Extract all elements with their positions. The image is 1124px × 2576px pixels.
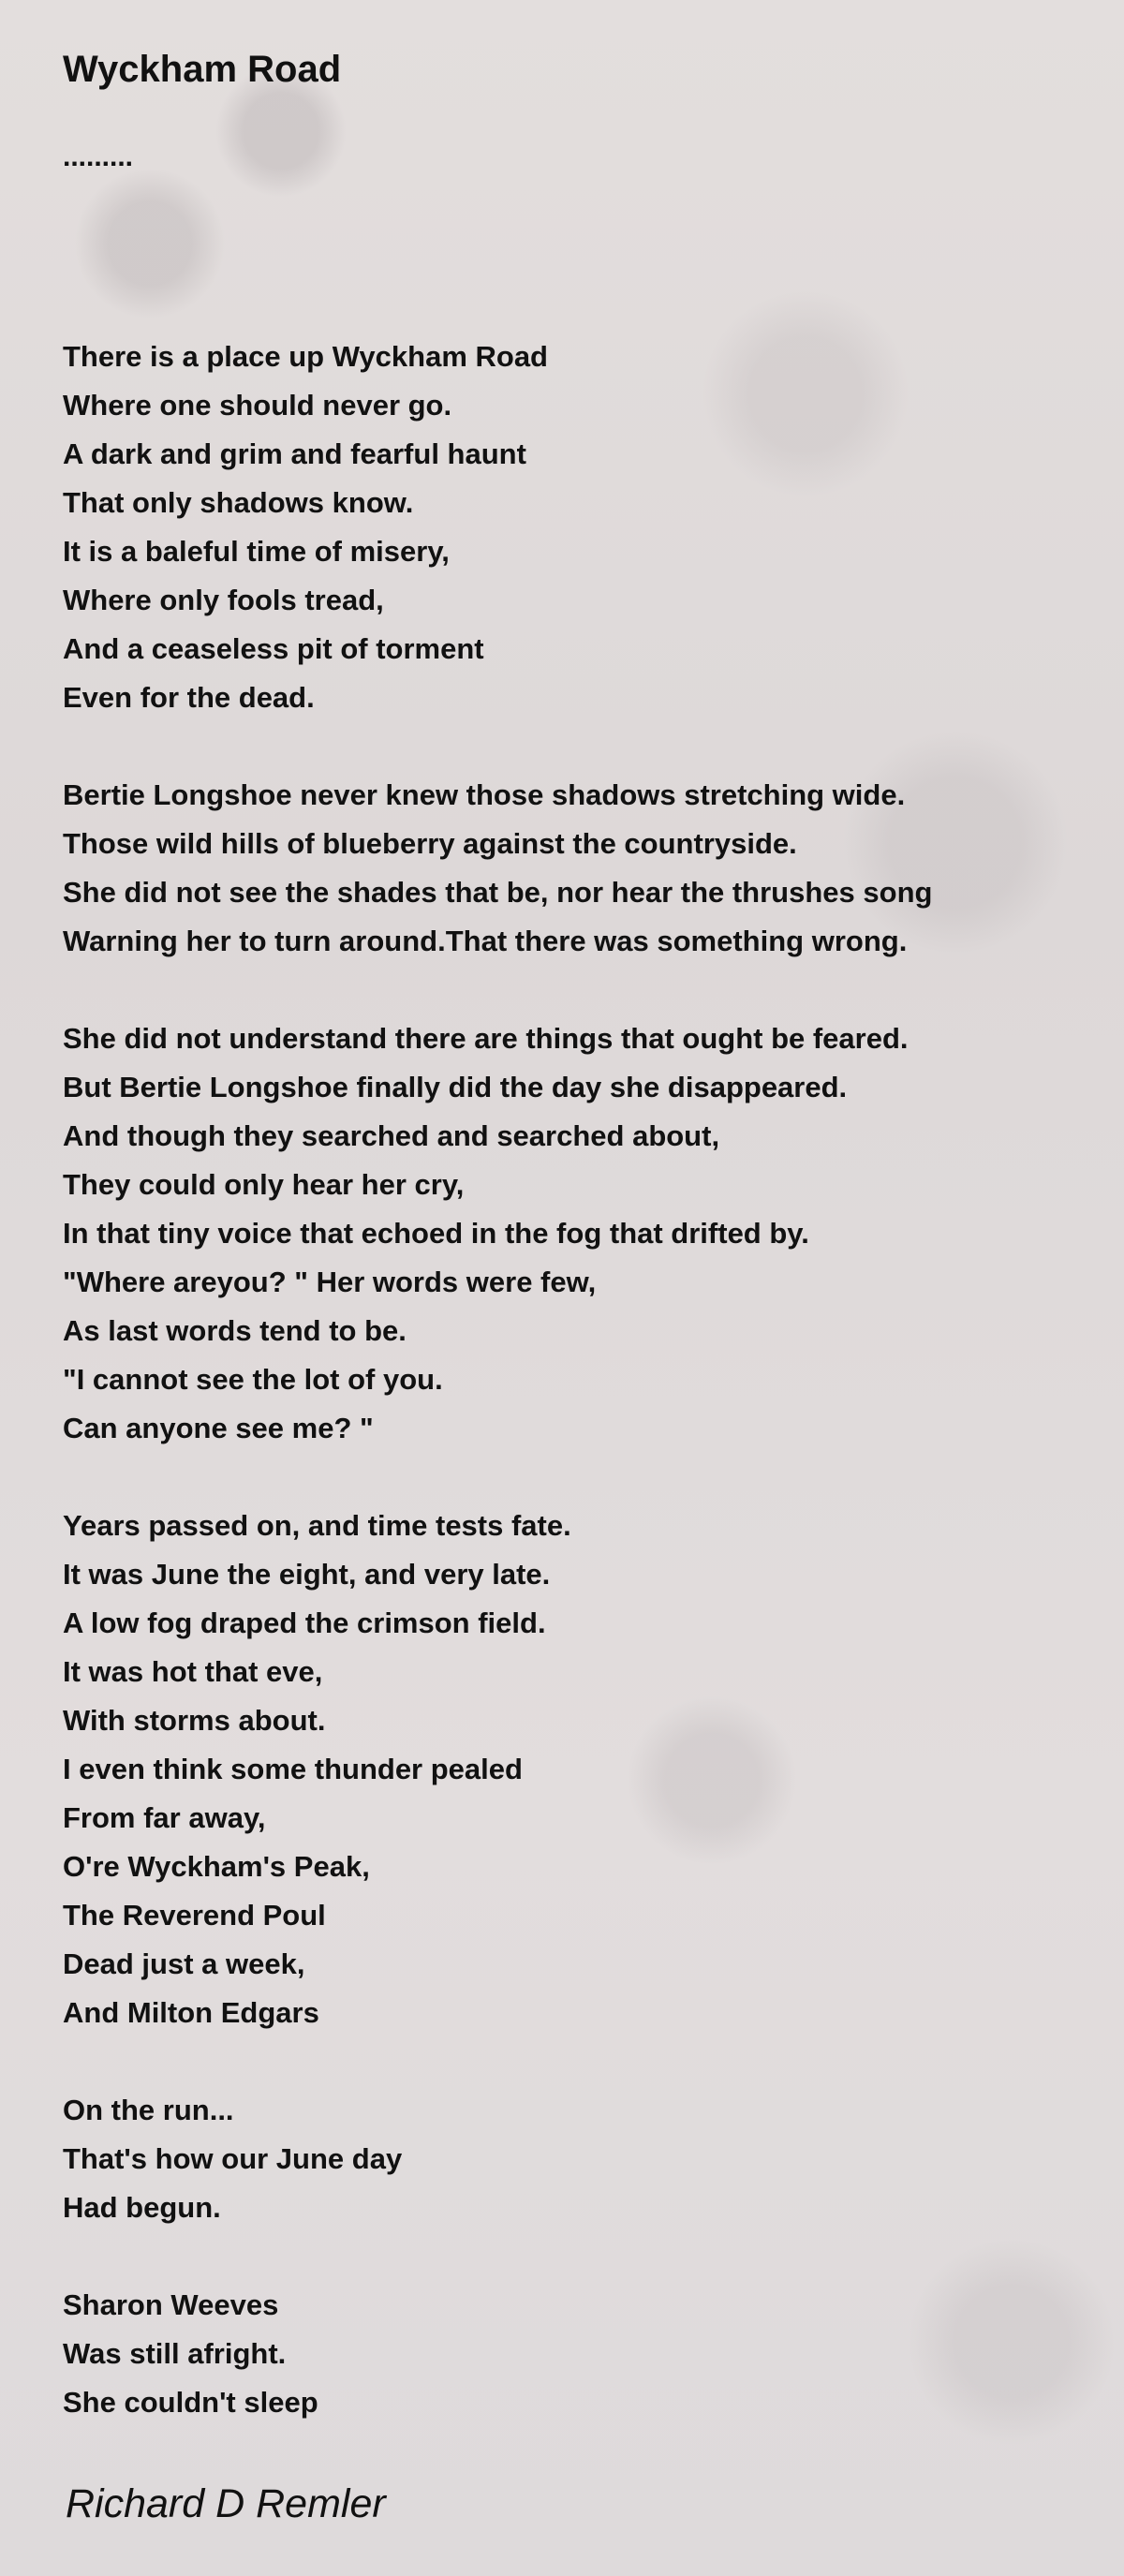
stanza bbox=[63, 2092, 1074, 2238]
poem-line: It was hot that eve, bbox=[63, 1655, 323, 1688]
poem-line: It is a baleful time of misery, bbox=[63, 535, 450, 568]
poem-line: "I cannot see the lot of you. bbox=[63, 1363, 443, 1396]
poem-line: Was still afright. bbox=[63, 2337, 287, 2370]
stanza-gap bbox=[63, 971, 1074, 1020]
poem-author: Richard D Remler bbox=[66, 2481, 386, 2526]
poem-line: The Reverend Poul bbox=[63, 1899, 326, 1932]
poem-line: I even think some thunder pealed bbox=[63, 1753, 523, 1785]
stanza bbox=[63, 777, 1074, 971]
poem-line: From far away, bbox=[63, 1801, 266, 1834]
poem-line: Warning her to turn around.That there was something wrong. bbox=[63, 925, 908, 957]
poem-line: In that tiny voice that echoed in the fog that drifted by. bbox=[63, 1217, 809, 1250]
poem-title: Wyckham Road bbox=[63, 49, 342, 90]
stanza bbox=[63, 338, 1074, 728]
poem-line: Can anyone see me? " bbox=[63, 1412, 374, 1444]
poem-line: She did not see the shades that be, nor hear the thrushes song bbox=[63, 876, 933, 909]
stanza bbox=[63, 2287, 1074, 2433]
poem-line: Where only fools tread, bbox=[63, 584, 384, 616]
stanza-gap bbox=[63, 2238, 1074, 2287]
stanza bbox=[63, 1507, 1074, 2043]
poem-body bbox=[63, 338, 1074, 2433]
poem-line: Years passed on, and time tests fate. bbox=[63, 1509, 571, 1542]
poem-line: With storms about. bbox=[63, 1704, 326, 1737]
stanza-gap bbox=[63, 1458, 1074, 1507]
poem-line: There is a place up Wyckham Road bbox=[63, 340, 548, 373]
poem-line: That only shadows know. bbox=[63, 486, 414, 519]
poem-line: A dark and grim and fearful haunt bbox=[63, 437, 526, 470]
poem-line: Bertie Longshoe never knew those shadows stretching wide. bbox=[63, 778, 906, 811]
poem-line: She couldn't sleep bbox=[63, 2386, 318, 2419]
poem-line: As last words tend to be. bbox=[63, 1314, 407, 1347]
poem-line: On the run... bbox=[63, 2094, 234, 2126]
poem-line: Had begun. bbox=[63, 2191, 221, 2224]
stanza bbox=[63, 1020, 1074, 1458]
poem-line: She did not understand there are things that ought be feared. bbox=[63, 1022, 909, 1055]
poem-subtitle: ......... bbox=[63, 141, 134, 172]
poem-line: That's how our June day bbox=[63, 2142, 403, 2175]
poem-line: Those wild hills of blueberry against the countryside. bbox=[63, 827, 797, 860]
poem-line: Sharon Weeves bbox=[63, 2288, 279, 2321]
stanza-gap bbox=[63, 2043, 1074, 2092]
stanza-gap bbox=[63, 728, 1074, 777]
poem-line: And Milton Edgars bbox=[63, 1996, 319, 2029]
poem-line: Dead just a week, bbox=[63, 1947, 305, 1980]
poem-line: O're Wyckham's Peak, bbox=[63, 1850, 370, 1883]
poem-line: And though they searched and searched about, bbox=[63, 1119, 720, 1152]
poem-line: Even for the dead. bbox=[63, 681, 315, 714]
poem-line: But Bertie Longshoe finally did the day she disappeared. bbox=[63, 1071, 848, 1103]
poem-line: A low fog draped the crimson field. bbox=[63, 1606, 546, 1639]
poem-line: Where one should never go. bbox=[63, 389, 452, 422]
poem-line: They could only hear her cry, bbox=[63, 1168, 465, 1201]
poem-line: It was June the eight, and very late. bbox=[63, 1558, 551, 1591]
poem-line: "Where areyou? " Her words were few, bbox=[63, 1266, 597, 1298]
poem-line: And a ceaseless pit of torment bbox=[63, 632, 484, 665]
